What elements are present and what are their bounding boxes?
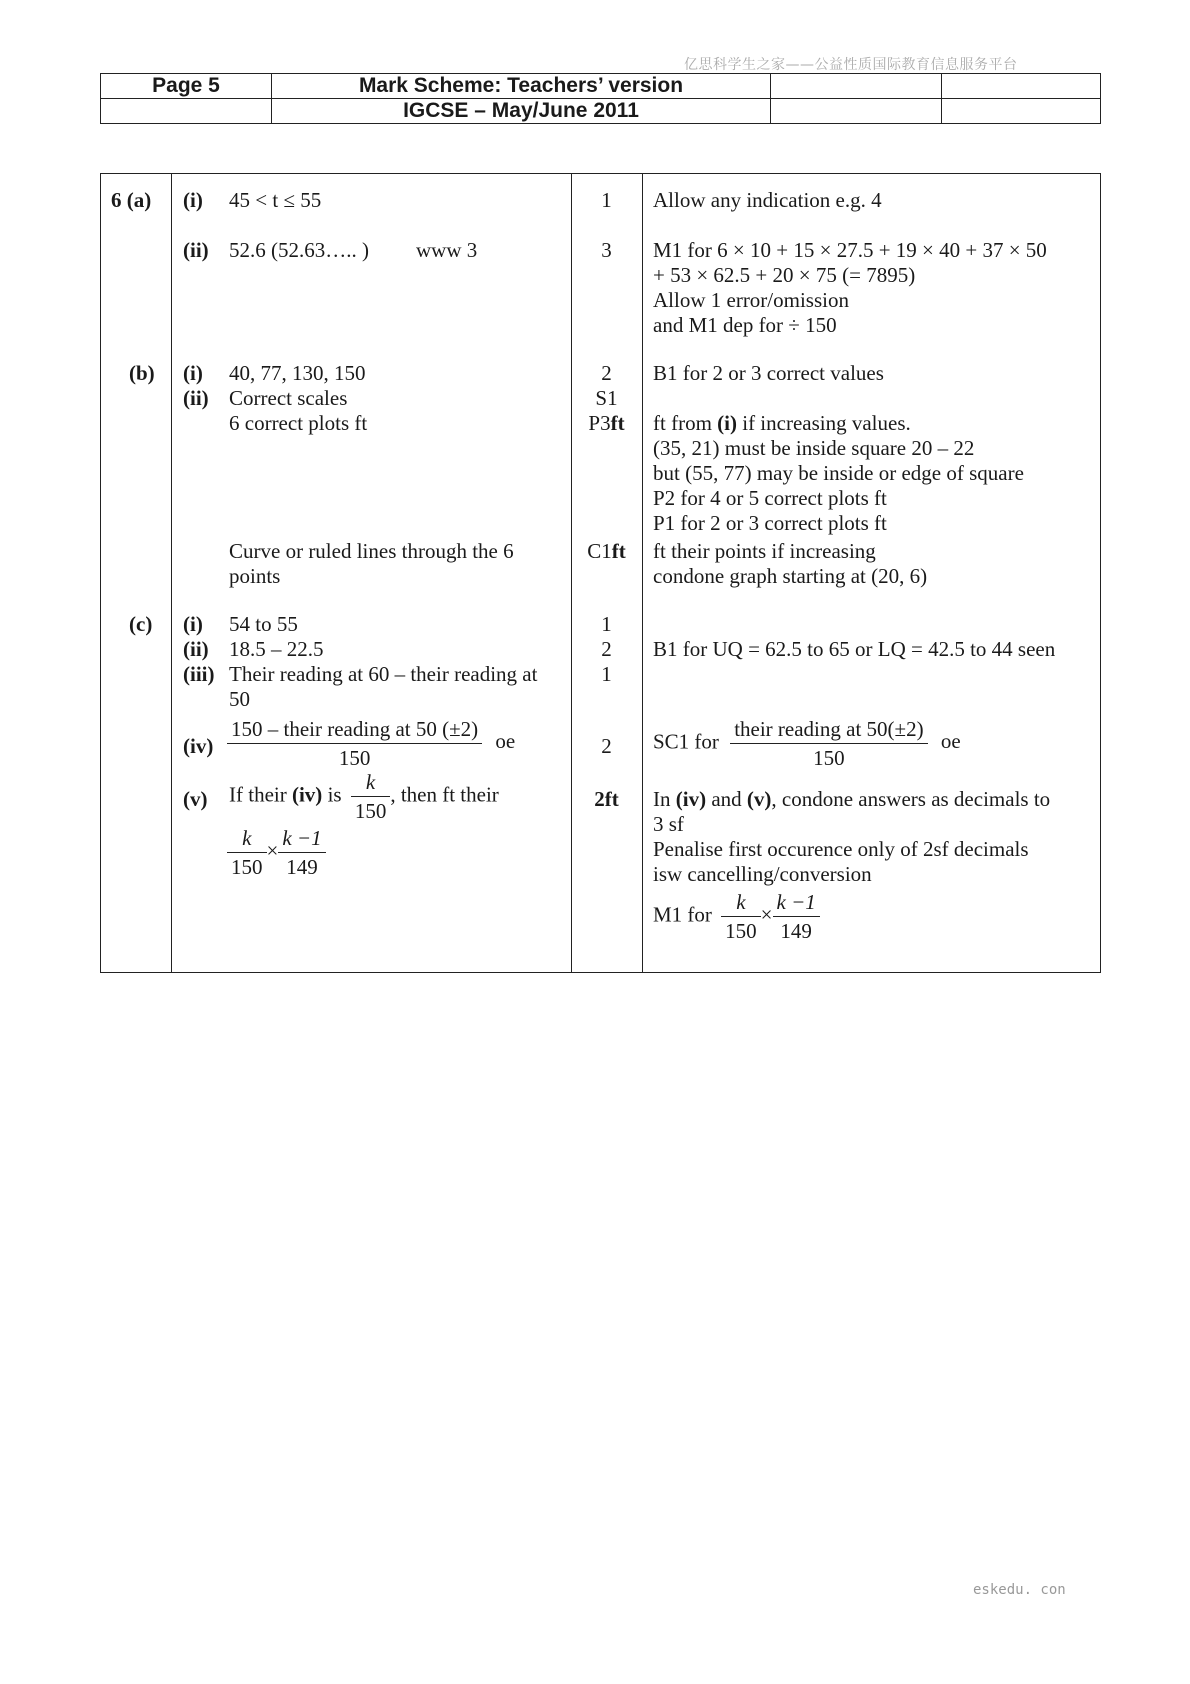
header-empty-4: [771, 99, 942, 124]
answer-c-v-line1: [229, 768, 499, 825]
mark-b-ii-1: S1: [595, 386, 618, 410]
note-b-ii-1: [653, 411, 911, 436]
note-c-v-1c: and: [706, 787, 747, 811]
note-b-ii-5: P1 for 2 or 3 correct plots ft: [653, 511, 887, 535]
col-divider-2: [571, 174, 572, 972]
part-a-ii: (ii): [183, 238, 209, 262]
note-c-iv-fraction: [730, 715, 927, 772]
note-c-v-149: 149: [780, 919, 812, 943]
answer-a-ii: 52.6 (52.63….. ): [229, 238, 369, 262]
header-empty-1: [771, 74, 942, 99]
answer-b-ii-1: Correct scales: [229, 386, 348, 410]
note-b-ii-1b: (i): [717, 411, 737, 435]
part-c-i: (i): [183, 612, 203, 636]
note-c-iv: [653, 715, 961, 772]
note-a-ii-3: Allow 1 error/omission: [653, 288, 849, 312]
note-b-i: B1 for 2 or 3 correct values: [653, 361, 884, 385]
answer-c-iii-2: 50: [229, 687, 250, 711]
note-c-v-1b: (iv): [675, 787, 707, 811]
answer-b-i: 40, 77, 130, 150: [229, 361, 366, 385]
answer-c-ii: 18.5 – 22.5: [229, 637, 324, 661]
note-b-ii-4: P2 for 4 or 5 correct plots ft: [653, 486, 887, 510]
page-number: Page 5: [101, 74, 272, 99]
answer-c-i: 54 to 55: [229, 612, 298, 636]
answer-c-v-k2: k: [227, 824, 267, 853]
question-number: 6 (a): [111, 188, 152, 212]
note-b-ii-1a: ft from: [653, 411, 718, 435]
part-b-label: (b): [129, 361, 155, 385]
answer-c-v-149: 149: [286, 855, 318, 879]
mark-b-ii-2-ft: ft: [610, 411, 625, 435]
mark-b-ii-3-c1: C1: [587, 539, 612, 563]
header-exam: IGCSE – May/June 2011: [272, 99, 771, 124]
note-c-v-times: ×: [760, 902, 773, 927]
note-c-v-k: k: [721, 888, 761, 917]
mark-b-ii-3: [571, 539, 642, 564]
answer-c-iv-numerator: 150 – their reading at 50 (±2): [227, 715, 482, 744]
mark-c-iv: 2: [601, 734, 612, 758]
mark-c-v: 2ft: [594, 787, 619, 811]
answer-b-ii-3b: points: [229, 564, 281, 588]
note-c-v-1: [653, 787, 1050, 812]
note-c-v-3: Penalise first occurence only of 2sf decimals: [653, 837, 1029, 861]
note-c-ii: B1 for UQ = 62.5 to 65 or LQ = 42.5 to 44 seen: [653, 637, 1056, 661]
note-c-v-km1: k −1: [773, 888, 820, 917]
note-c-iv-denominator: 150: [813, 746, 845, 770]
answer-b-ii-2: 6 correct plots ft: [229, 411, 368, 435]
answer-c-v-times: ×: [266, 838, 279, 863]
answer-a-i: 45 < t ≤ 55: [229, 188, 322, 212]
note-a-ii-1: M1 for 6 × 10 + 15 × 27.5 + 19 × 40 + 37 × 50: [653, 238, 1047, 262]
part-c-ii: (ii): [183, 637, 209, 661]
col-divider-3: [642, 174, 643, 972]
watermark-top: 亿思科学生之家——公益性质国际教育信息服务平台: [684, 57, 1018, 73]
mark-b-ii-3-ft: ft: [611, 539, 626, 563]
answer-c-v-iv: (iv): [291, 782, 323, 807]
answer-c-v-150: 150: [354, 799, 387, 823]
header-title: Mark Scheme: Teachers’ version: [272, 74, 771, 99]
note-b-ii-7: condone graph starting at (20, 6): [653, 564, 928, 588]
note-c-v-2: 3 sf: [653, 812, 684, 836]
answer-c-v-then: , then ft their: [390, 782, 499, 807]
note-a-ii-4: and M1 dep for ÷ 150: [653, 313, 837, 337]
note-c-v-4: isw cancelling/conversion: [653, 862, 872, 886]
mark-c-iii: 1: [601, 662, 612, 686]
answer-c-iv-fraction: [227, 715, 482, 772]
answer-c-v-fraction-2: [227, 824, 267, 881]
note-a-i: Allow any indication e.g. 4: [653, 188, 882, 212]
note-c-v-150: 150: [725, 919, 757, 943]
mark-b-ii-2-p3: P3: [588, 411, 611, 435]
mark-a-ii: 3: [601, 238, 612, 262]
part-b-i: (i): [183, 361, 203, 385]
answer-c-v-is: is: [322, 782, 342, 807]
mark-a-i: 1: [601, 188, 612, 212]
answer-c-iv: [227, 715, 515, 772]
answer-c-v-fraction-3: [278, 824, 325, 881]
answer-c-iii-1: Their reading at 60 – their reading at: [229, 662, 538, 686]
note-c-iv-numerator: their reading at 50(±2): [730, 715, 927, 744]
part-c-iii: (iii): [183, 662, 215, 686]
note-c-v-fraction-1: [721, 888, 761, 945]
part-c-iv: (iv): [183, 734, 214, 758]
note-b-ii-6: ft their points if increasing: [653, 539, 876, 563]
note-c-iv-oe: oe: [940, 729, 961, 754]
part-c-v: (v): [183, 787, 208, 811]
answer-c-v-150b: 150: [231, 855, 263, 879]
mark-c-i: 1: [601, 612, 612, 636]
answer-b-ii-3a: Curve or ruled lines through the 6: [229, 539, 514, 563]
note-a-ii-2: + 53 × 62.5 + 20 × 75 (= 7895): [653, 263, 916, 287]
answer-c-v-k: k: [351, 768, 391, 797]
mark-scheme-table: [100, 173, 1101, 973]
mark-b-i: 2: [601, 361, 612, 385]
header-table: [100, 73, 1101, 124]
note-c-v-1a: In: [653, 787, 676, 811]
watermark-bottom: eskedu. con: [973, 1582, 1066, 1598]
answer-c-v-if: If their: [229, 782, 292, 807]
mark-b-ii-2: [571, 411, 642, 436]
note-c-v-1d: (v): [746, 787, 772, 811]
note-b-ii-3: but (55, 77) may be inside or edge of square: [653, 461, 1024, 485]
part-a-i: (i): [183, 188, 203, 212]
note-c-v-fraction-2: [773, 888, 820, 945]
note-c-iv-pre: SC1 for: [653, 729, 719, 754]
header-empty-2: [942, 74, 1101, 99]
mark-c-ii: 2: [601, 637, 612, 661]
col-divider-1: [171, 174, 172, 972]
note-c-v-5: [653, 888, 820, 945]
answer-c-iv-oe: oe: [495, 729, 516, 754]
note-c-v-5-pre: M1 for: [653, 902, 712, 927]
note-b-ii-2: (35, 21) must be inside square 20 – 22: [653, 436, 975, 460]
header-empty-3: [101, 99, 272, 124]
answer-c-iv-denominator: 150: [338, 746, 371, 770]
part-b-ii: (ii): [183, 386, 209, 410]
part-c-label: (c): [129, 612, 153, 636]
answer-a-ii-www: www 3: [416, 238, 478, 262]
note-b-ii-1c: if increasing values.: [736, 411, 911, 435]
answer-c-v-line2: [227, 824, 326, 881]
answer-c-v-km1: k −1: [278, 824, 325, 853]
note-c-v-1e: , condone answers as decimals to: [771, 787, 1051, 811]
answer-c-v-fraction-1: [351, 768, 391, 825]
header-empty-5: [942, 99, 1101, 124]
